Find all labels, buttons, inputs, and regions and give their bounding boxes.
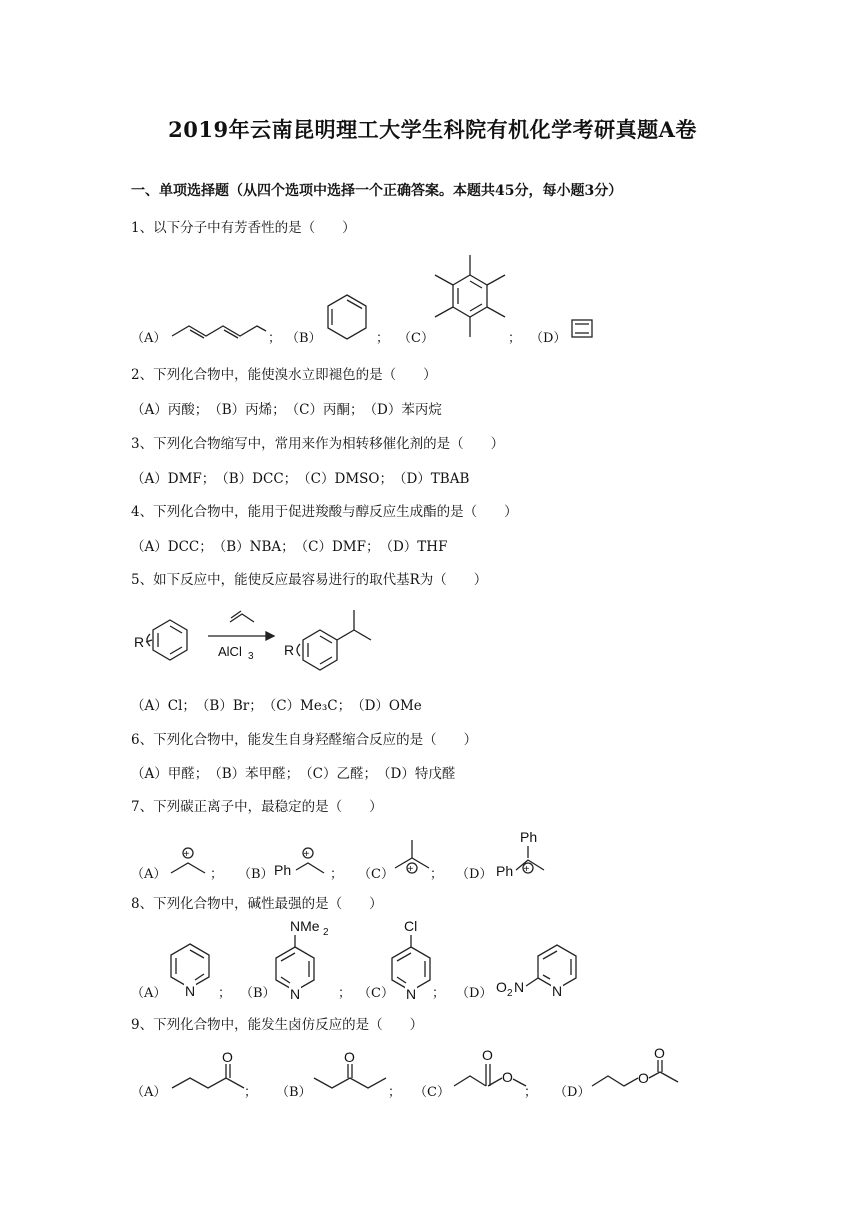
q7-semi-a: ； bbox=[210, 867, 224, 882]
question-3-options: （A）DMF； （B）DCC； （C）DMSO； （D）TBAB bbox=[131, 471, 470, 487]
q7-semi-c: ； bbox=[430, 867, 444, 882]
page-title: 2019年云南昆明理工大学生科院有机化学考研真题A卷 bbox=[168, 117, 697, 142]
q1-semi-a: ； bbox=[268, 331, 282, 346]
q8c-cl: Cl bbox=[404, 918, 418, 934]
q1-option-d-label: （D） bbox=[530, 331, 567, 346]
q1-semi-b: ； bbox=[376, 331, 390, 346]
q8d-n2: N bbox=[552, 983, 563, 999]
q9d-o2: O bbox=[654, 1045, 665, 1061]
q8-semi-a: ； bbox=[218, 986, 232, 1001]
q7-option-a-label: （A） bbox=[131, 867, 167, 882]
q9a-o: O bbox=[222, 1049, 233, 1065]
question-8-stem: 8、下列化合物中，碱性最强的是（ ） bbox=[131, 896, 383, 912]
q1-option-b-label: （B） bbox=[286, 331, 322, 346]
question-4-stem: 4、下列化合物中，能用于促进羧酸与醇反应生成酯的是（ ） bbox=[131, 504, 518, 520]
q7-isopropyl-cation-structure bbox=[168, 845, 214, 877]
q8-semi-b: ； bbox=[338, 986, 352, 1001]
q9-option-b-label: （B） bbox=[276, 1085, 312, 1100]
q9-2-pentanone-structure bbox=[168, 1050, 248, 1096]
question-5-stem: 5、如下反应中，能使反应最容易进行的取代基R为（ ） bbox=[131, 572, 488, 588]
q7-benzyl-cation-structure bbox=[272, 845, 332, 877]
q8-option-b-label: （B） bbox=[240, 986, 276, 1001]
q1-cyclohexadiene-structure bbox=[326, 293, 370, 341]
q8-dmap-structure bbox=[270, 915, 340, 1003]
q5-reaction-scheme bbox=[130, 600, 390, 680]
q9d-o1: O bbox=[638, 1070, 649, 1086]
q7d-plus: + bbox=[523, 864, 530, 875]
q1-semi-c: ； bbox=[508, 331, 522, 346]
q7d-ph-left: Ph bbox=[496, 863, 514, 879]
question-1-stem: 1、以下分子中有芳香性的是（ ） bbox=[131, 220, 356, 236]
q9-propyl-acetate-structure bbox=[588, 1046, 698, 1096]
q1-option-c-label: （C） bbox=[398, 331, 434, 346]
q7b-ph: Ph bbox=[274, 862, 292, 878]
q5-alcl-subscript: 3 bbox=[248, 651, 254, 662]
q9-3-pentanone-structure bbox=[310, 1050, 390, 1096]
q9-semi-c: ； bbox=[524, 1085, 538, 1100]
question-9-stem: 9、下列化合物中，能发生卤仿反应的是（ ） bbox=[131, 1017, 424, 1033]
q1-cyclobutadiene-structure bbox=[570, 318, 596, 340]
question-5-options: （A）Cl； （B）Br； （C）Me₃C； （D）OMe bbox=[131, 698, 422, 714]
q7-semi-b: ； bbox=[330, 867, 344, 882]
q8-option-a-label: （A） bbox=[131, 986, 167, 1001]
q9-semi-a: ； bbox=[244, 1085, 258, 1100]
q1-option-a-label: （A） bbox=[131, 331, 167, 346]
q8b-nme-sub: 2 bbox=[323, 927, 329, 938]
question-2-stem: 2、下列化合物中，能使溴水立即褪色的是（ ） bbox=[131, 367, 437, 383]
q7d-ph-top: Ph bbox=[520, 829, 538, 845]
q9b-o: O bbox=[344, 1049, 355, 1065]
q8d-n1: N bbox=[514, 979, 525, 995]
question-3-stem: 3、下列化合物缩写中，常用来作为相转移催化剂的是（ ） bbox=[131, 436, 505, 452]
q8c-n: N bbox=[406, 986, 417, 1002]
q1-hexamethylbenzene-structure bbox=[432, 250, 512, 342]
q8-nitropyridine-structure bbox=[494, 938, 584, 998]
q7b-plus: + bbox=[303, 849, 310, 860]
q8-semi-c: ； bbox=[432, 986, 446, 1001]
q9-option-a-label: （A） bbox=[131, 1085, 167, 1100]
question-6-stem: 6、下列化合物中，能发生自身羟醛缩合反应的是（ ） bbox=[131, 732, 478, 748]
q8b-nme: NMe bbox=[290, 918, 320, 934]
q7c-plus: + bbox=[407, 864, 414, 875]
q8-option-d-label: （D） bbox=[456, 986, 493, 1001]
question-6-options: （A）甲醛； （B）苯甲醛； （C）乙醛； （D）特戊醛 bbox=[131, 766, 456, 782]
q7-option-b-label: （B） bbox=[238, 867, 274, 882]
q9c-o2: O bbox=[502, 1069, 513, 1085]
q7a-plus: + bbox=[183, 849, 190, 860]
question-7-stem: 7、下列碳正离子中，最稳定的是（ ） bbox=[131, 799, 383, 815]
question-4-options: （A）DCC； （B）NBA； （C）DMF； （D）THF bbox=[131, 539, 448, 555]
section-heading: 一、单项选择题（从四个选项中选择一个正确答案。本题共45分，每小题3分） bbox=[131, 183, 623, 199]
q5-alcl-label: AlCl bbox=[218, 644, 242, 659]
q9-methyl-propanoate-structure bbox=[450, 1046, 530, 1096]
question-2-options: （A）丙酸； （B）丙烯； （C）丙酮； （D）苯丙烷 bbox=[131, 402, 442, 418]
q8-pyridine-structure bbox=[168, 940, 218, 1002]
q9-option-c-label: （C） bbox=[414, 1085, 450, 1100]
q8d-o: O bbox=[496, 979, 507, 995]
q8d-sub: 2 bbox=[507, 988, 513, 999]
q7-option-c-label: （C） bbox=[358, 867, 394, 882]
q8b-n: N bbox=[290, 986, 301, 1002]
q1-hexadiene-structure bbox=[170, 318, 270, 342]
q8a-n: N bbox=[185, 983, 196, 999]
q9-semi-b: ； bbox=[388, 1085, 402, 1100]
q9c-o1: O bbox=[482, 1047, 493, 1063]
q5-r-label-right: R bbox=[284, 642, 295, 658]
q7-option-d-label: （D） bbox=[456, 867, 493, 882]
q9-option-d-label: （D） bbox=[554, 1085, 591, 1100]
q7-diphenylethyl-cation-structure bbox=[494, 828, 554, 880]
q8-option-c-label: （C） bbox=[358, 986, 394, 1001]
q5-r-label-left: R bbox=[134, 634, 145, 650]
